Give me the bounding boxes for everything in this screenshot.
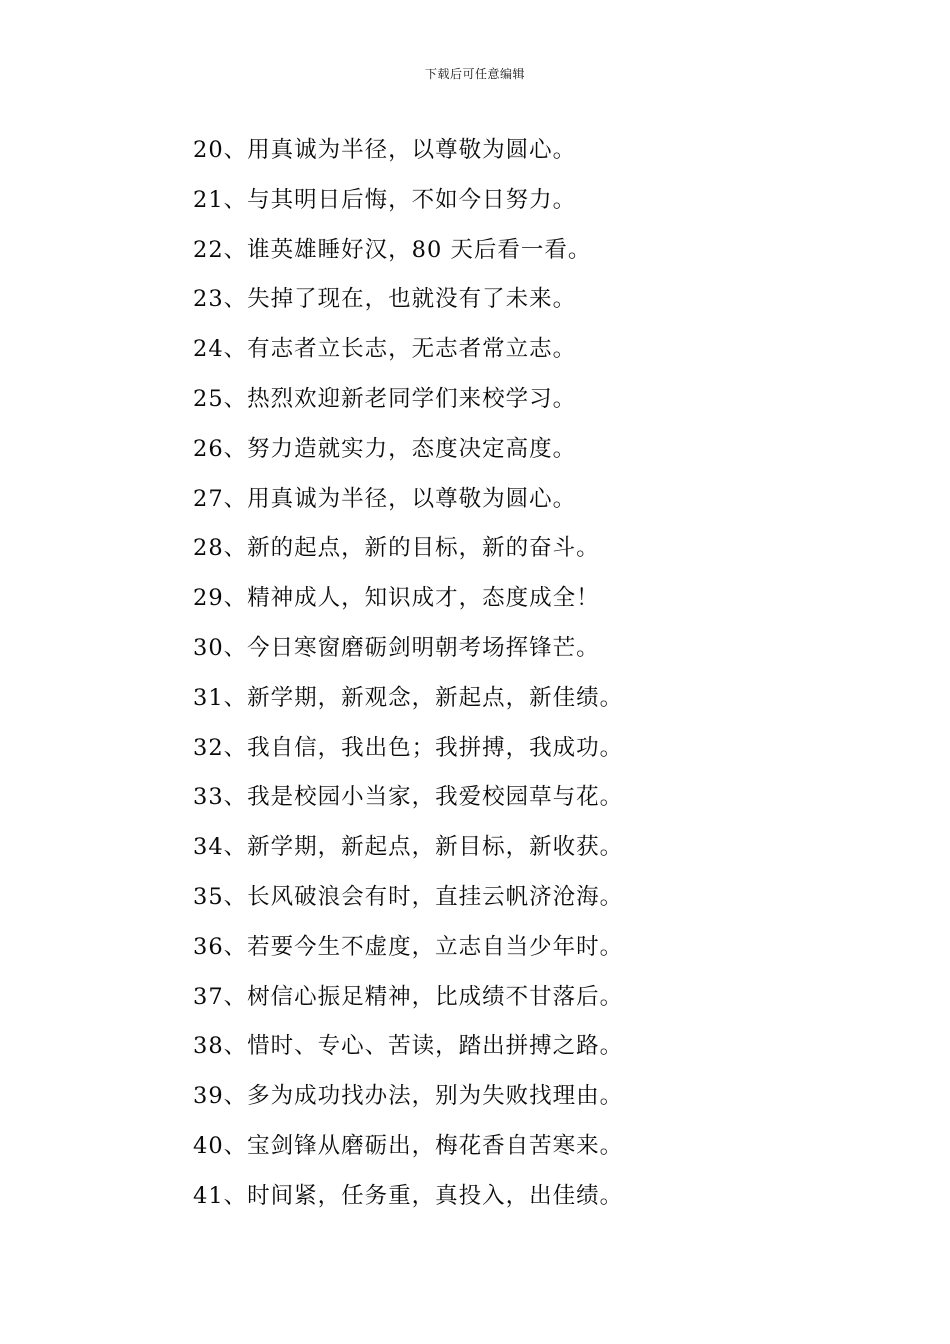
slogan-line: 27、用真诚为半径，以尊敬为圆心。 (193, 485, 577, 512)
slogan-line: 29、精神成人，知识成才，态度成全！ (193, 585, 600, 612)
slogan-line: 32、我自信，我出色；我拼搏，我成功。 (193, 734, 624, 761)
slogan-line: 40、宝剑锋从磨砺出，梅花香自苦寒来。 (193, 1132, 624, 1159)
slogan-line: 38、惜时、专心、苦读，踏出拼搏之路。 (193, 1033, 624, 1060)
page-header-note: 下载后可任意编辑 (424, 67, 525, 81)
slogan-line: 23、失掉了现在，也就没有了未来。 (193, 286, 577, 313)
slogan-line: 22、谁英雄睡好汉，80 天后看一看。 (193, 236, 592, 263)
slogan-line: 41、时间紧，任务重，真投入，出佳绩。 (193, 1182, 624, 1209)
slogan-line: 25、热烈欢迎新老同学们来校学习。 (193, 385, 577, 412)
slogan-line: 33、我是校园小当家，我爱校园草与花。 (193, 784, 624, 811)
slogan-line: 39、多为成功找办法，别为失败找理由。 (193, 1083, 624, 1110)
slogan-line: 30、今日寒窗磨砺剑明朝考场挥锋芒。 (193, 634, 600, 661)
slogan-line: 35、长风破浪会有时，直挂云帆济沧海。 (193, 883, 624, 910)
slogan-line: 31、新学期，新观念，新起点，新佳绩。 (193, 684, 624, 711)
slogan-line: 21、与其明日后悔，不如今日努力。 (193, 186, 577, 213)
slogan-line: 24、有志者立长志，无志者常立志。 (193, 336, 577, 363)
slogan-line: 37、树信心振足精神，比成绩不甘落后。 (193, 983, 624, 1010)
slogan-line: 34、新学期，新起点，新目标，新收获。 (193, 834, 624, 861)
slogan-line: 26、努力造就实力，态度决定高度。 (193, 435, 577, 462)
slogan-line: 20、用真诚为半径，以尊敬为圆心。 (193, 137, 577, 163)
slogan-list (193, 130, 893, 1226)
slogan-line: 28、新的起点，新的目标，新的奋斗。 (193, 535, 600, 562)
slogan-line: 36、若要今生不虚度，立志自当少年时。 (193, 933, 624, 960)
